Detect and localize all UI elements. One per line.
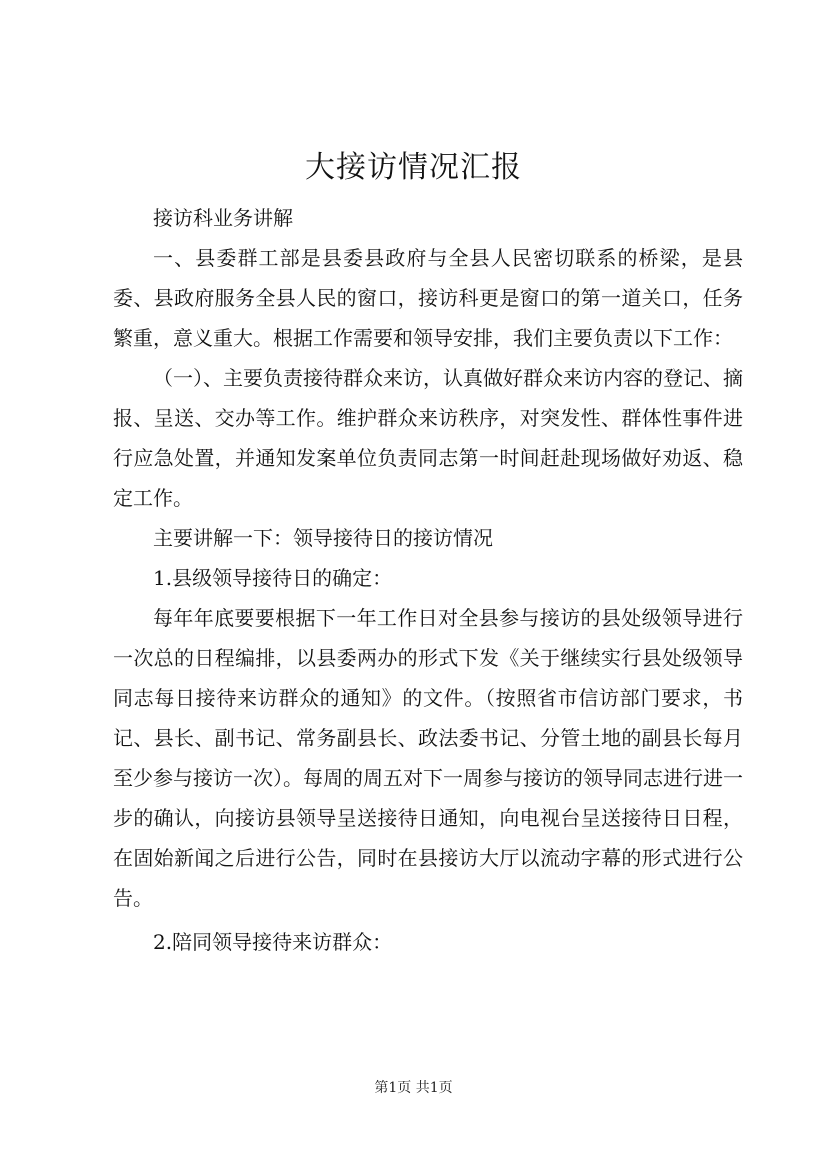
subsection-heading: 1.县级领导接待日的确定： xyxy=(153,566,393,590)
page-footer: 第1页 共1页 xyxy=(374,1080,453,1096)
body-paragraph: 一、县委群工部是县委县政府与全县人民密切联系的桥梁，是县委、县政府服务全县人民的窗口，接访科更是窗口的第一道关口，任务繁重，意义重大。根据工作需要和领导安排，我们主要负责以下工作： xyxy=(113,246,743,350)
body-paragraph: （一）、主要负责接待群众来访，认真做好群众来访内容的登记、摘报、呈送、交办等工作。维护群众来访秩序，对突发性、群体性事件进行应急处置，并通知发案单位负责同志第一时间赶赴现场做好劝返、稳定工作。 xyxy=(113,366,743,510)
section-heading: 接访科业务讲解 xyxy=(153,206,293,230)
document-body xyxy=(113,198,743,962)
body-paragraph: 每年年底要要根据下一年工作日对全县参与接访的县处级领导进行一次总的日程编排，以县委两办的形式下发《关于继续实行县处级领导同志每日接待来访群众的通知》的文件。（按照省市信访部门要求，书记、县长、副书记、常务副县长、政法委书记、分管土地的副县长每月至少参与接访一次）。每周的周五对下一周参与接访的领导同志进行进一步的确认，向接访县领导呈送接待日通知，向电视台呈送接待日日程，在固始新闻之后进行公告，同时在县接访大厅以流动字幕的形式进行公告。 xyxy=(113,606,743,910)
subsection-heading: 2.陪同领导接待来访群众： xyxy=(153,930,393,954)
document-title: 大接访情况汇报 xyxy=(305,150,522,185)
section-heading: 主要讲解一下：领导接待日的接访情况 xyxy=(153,526,493,550)
